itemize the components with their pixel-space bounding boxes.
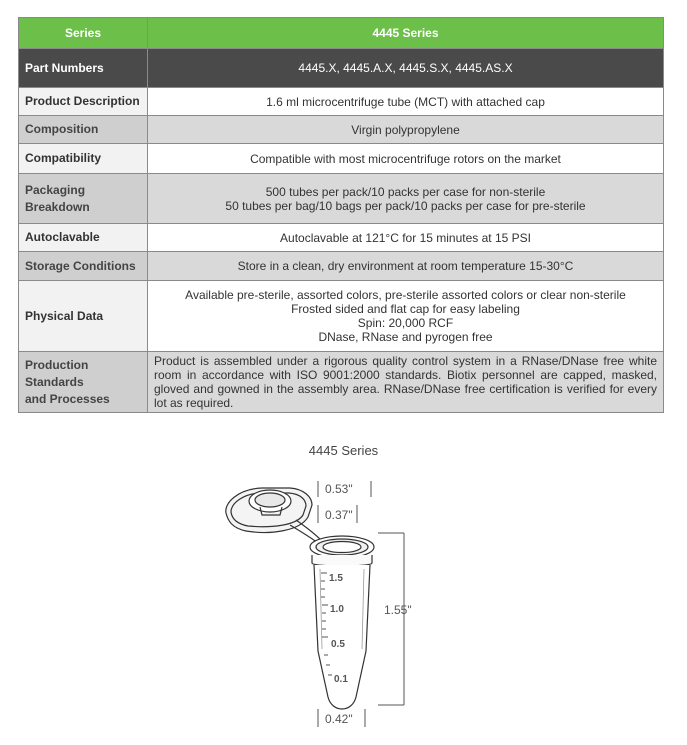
row-value: Virgin polypropylene: [148, 116, 664, 144]
table-row: [19, 49, 664, 88]
row-label: Autoclavable: [19, 224, 148, 252]
table-row: [19, 116, 664, 144]
row-label: Production Standards and Processes: [19, 352, 148, 413]
spec-table: [18, 17, 664, 413]
row-value: 1.6 ml microcentrifuge tube (MCT) with attached cap: [148, 88, 664, 116]
dimension-cap-outer: 0.53": [325, 482, 353, 496]
cap-illustration: [226, 488, 322, 543]
tube-diagram: [0, 465, 687, 740]
graduation-label: 1.0: [330, 604, 344, 615]
dimension-cap-inner: 0.37": [325, 508, 353, 522]
row-value: 4445.X, 4445.A.X, 4445.S.X, 4445.AS.X: [148, 49, 664, 88]
row-value: Available pre-sterile, assorted colors, pre-sterile assorted colors or clear non-sterile Frosted sided and flat cap for easy labeling Spin: 20,000 RCF DNase, RNase and pyrogen free: [148, 281, 664, 352]
header-label: Series: [19, 18, 148, 49]
table-row: [19, 281, 664, 352]
row-label: Compatibility: [19, 144, 148, 174]
row-value: 500 tubes per pack/10 packs per case for non-sterile 50 tubes per bag/10 bags per pack/10 packs per case for pre-sterile: [148, 174, 664, 224]
row-value: Product is assembled under a rigorous quality control system in a RNase/DNase free white room in accordance with ISO 9001:2000 standards. Biotix personnel are capped, masked, gloved and gowned in the assembly area. RNase/DNase free certification is verified for every lot as required.: [148, 352, 664, 413]
row-value: Autoclavable at 121°C for 15 minutes at 15 PSI: [148, 224, 664, 252]
dimension-bottom: 0.42": [325, 712, 353, 726]
graduation-label: 0.1: [334, 674, 348, 685]
row-value: Compatible with most microcentrifuge rotors on the market: [148, 144, 664, 174]
table-row: [19, 88, 664, 116]
table-row: [19, 224, 664, 252]
row-value: Store in a clean, dry environment at room temperature 15-30°C: [148, 252, 664, 281]
figure-title: 4445 Series: [308, 443, 379, 458]
table-header-row: [19, 18, 664, 49]
row-label: Storage Conditions: [19, 252, 148, 281]
row-label: Part Numbers: [19, 49, 148, 88]
row-label: Physical Data: [19, 281, 148, 352]
table-row: [19, 352, 664, 413]
row-label: Product Description: [19, 88, 148, 116]
table-row: [19, 174, 664, 224]
table-row: [19, 144, 664, 174]
graduation-label: 1.5: [329, 573, 343, 584]
dimension-height: 1.55": [384, 603, 412, 617]
graduation-label: 0.5: [331, 639, 345, 650]
row-label: Packaging Breakdown: [19, 174, 148, 224]
table-row: [19, 252, 664, 281]
header-value: 4445 Series: [148, 18, 664, 49]
row-label: Composition: [19, 116, 148, 144]
